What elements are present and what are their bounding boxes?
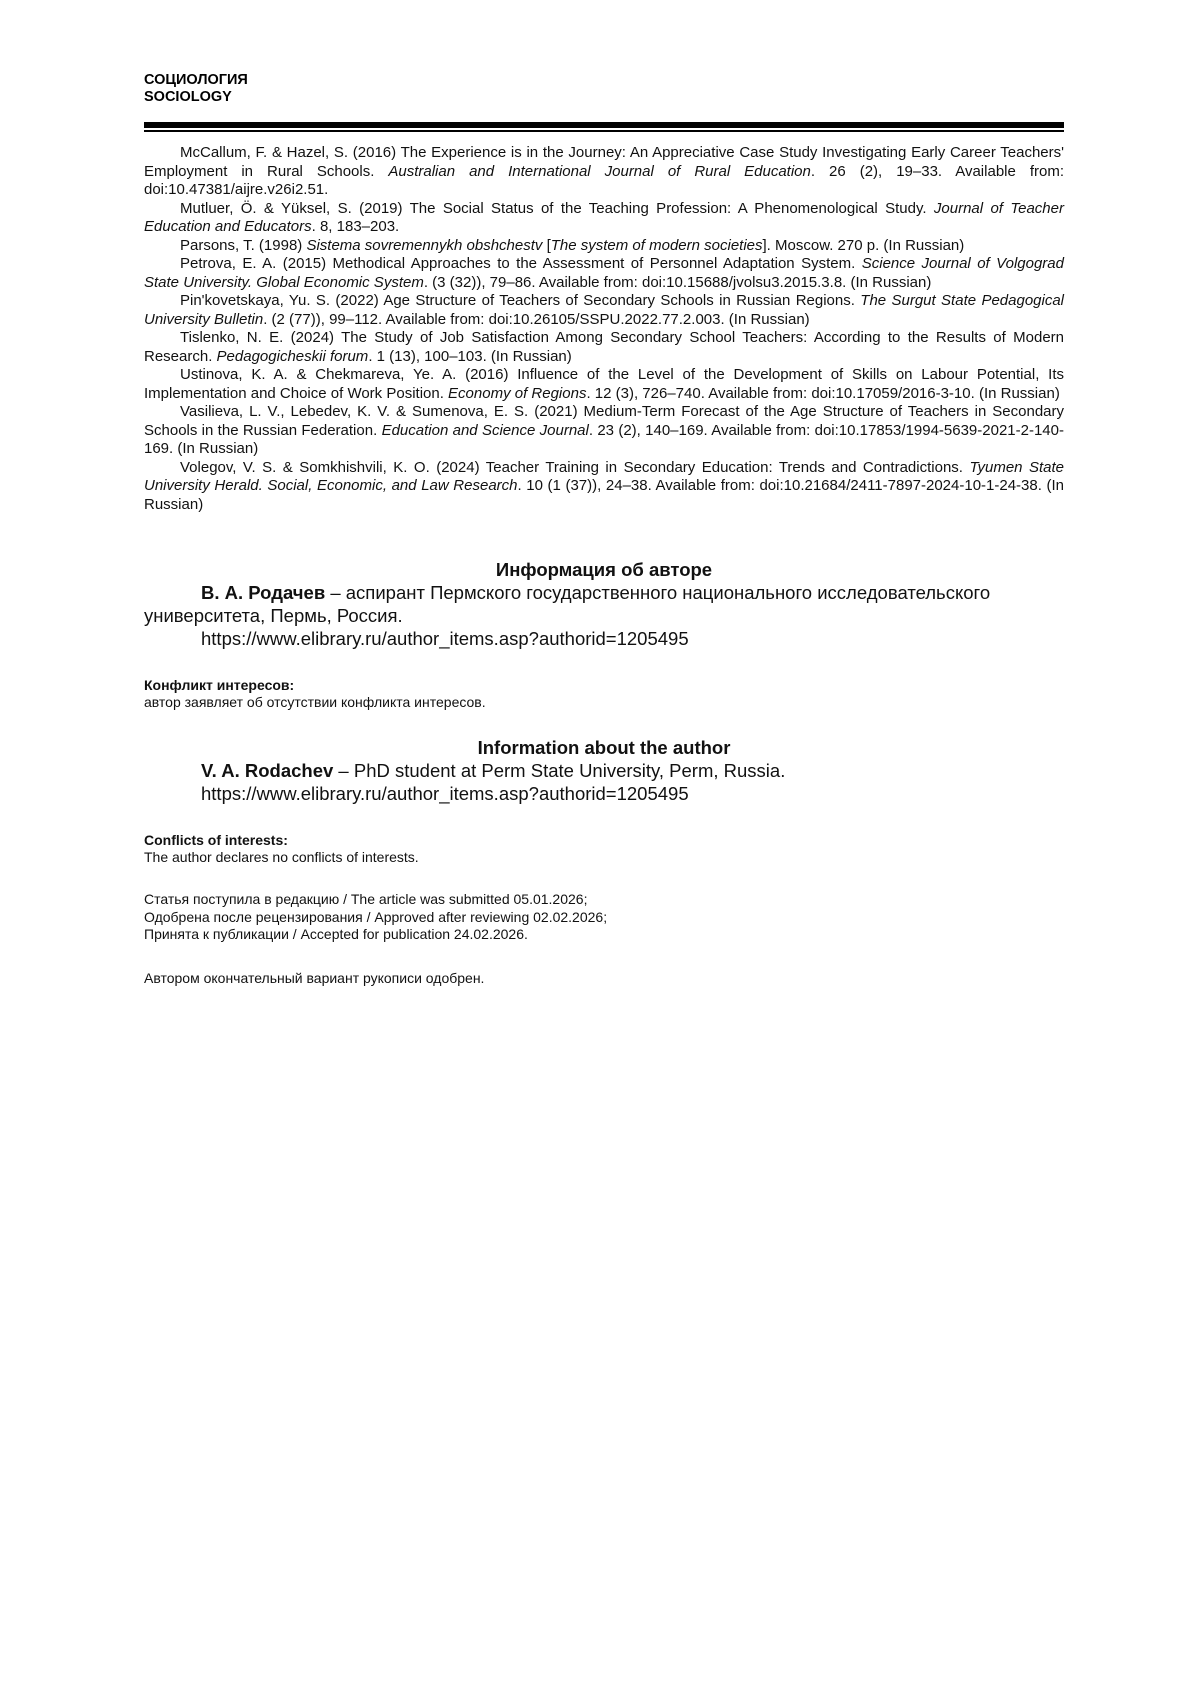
author-name-ru: В. А. Родачев [201,582,326,603]
author-info-en [144,736,1064,805]
reference-item: Pin'kovetskaya, Yu. S. (2022) Age Structure of Teachers of Secondary Schools in Russian Regions. The Surgut State Pedagogical University Bulletin. (2 (77)), 99–112. Available from: doi:10.26105/SSPU.2022.77.2.003. (In Russian) [144,292,1065,328]
references-list [144,144,1064,514]
header-rule [144,122,1064,128]
date-submitted: Статья поступила в редакцию / The article was submitted 05.01.2026; [144,891,588,907]
author-name-en: V. A. Rodachev [201,760,334,781]
reference-item: Parsons, T. (1998) Sistema sovremennykh obshchestv [The system of modern societies]. Moscow. 270 p. (In Russian) [180,236,965,254]
header-rule-thin [144,130,1064,132]
reference-item: Vasilieva, L. V., Lebedev, K. V. & Sumenova, E. S. (2021) Medium-Term Forecast of the Age Structure of Teachers in Secondary Schools in the Russian Federation. Education and Science Journal. 23 (2), 140–169. Available from: doi:10.17853/1994-5639-2021-2-140-169. (In Russian) [144,403,1064,457]
conflict-heading-ru: Конфликт интересов: [144,677,295,693]
conflict-text-en: The author declares no conflicts of interests. [144,849,419,865]
author-url-ru[interactable]: https://www.elibrary.ru/author_items.asp?authorid=1205495 [201,628,689,649]
article-dates [144,891,607,944]
section-title-author-ru: Информация об авторе [495,559,713,580]
reference-item: Petrova, E. A. (2015) Methodical Approaches to the Assessment of Personnel Adaptation System. Science Journal of Volgograd State University. Global Economic System. (3 (32)), 79–86. Available from: doi:10.15688/jvolsu3.2015.3.8. (In Russian) [144,255,1064,291]
conflict-text-ru: автор заявляет об отсутствии конфликта интересов. [144,694,486,710]
author-url-en[interactable]: https://www.elibrary.ru/author_items.asp?authorid=1205495 [201,783,689,804]
reference-item: Mutluer, Ö. & Yüksel, S. (2019) The Social Status of the Teaching Profession: A Phenomenological Study. Journal of Teacher Education and Educators. 8, 183–203. [144,199,1064,235]
reference-item: McCallum, F. & Hazel, S. (2016) The Experience is in the Journey: An Appreciative Case Study Investigating Early Career Teachers' Employment in Rural Schools. Australian and International Journal of Rural Education. 26 (2), 19–33. Available from: doi:10.47381/aijre.v26i2.51. [144,144,1064,198]
author-description-ru: В. А. Родачев – аспирант Пермского государственного национального исследовательского университета, Пермь, Россия. [144,582,991,626]
date-accepted: Принята к публикации / Accepted for publication 24.02.2026. [144,926,528,942]
author-description-en: V. A. Rodachev – PhD student at Perm State University, Perm, Russia. [201,760,786,781]
header-ru: СОЦИОЛОГИЯ [144,72,248,88]
header-en: SOCIOLOGY [144,89,232,105]
date-approved: Одобрена после рецензирования / Approved after reviewing 02.02.2026; [144,908,608,925]
section-title-author-en: Information about the author [477,737,731,758]
reference-item: Ustinova, K. A. & Chekmareva, Ye. A. (2016) Influence of the Level of the Development of Skills on Labour Potential, Its Implementation and Choice of Work Position. Economy of Regions. 12 (3), 726–740. Available from: doi:10.17059/2016-3-10. (In Russian) [144,366,1064,402]
conflict-section-en [144,832,419,866]
conflict-section-ru [144,677,486,711]
running-header [144,72,248,106]
conflict-heading-en: Conflicts of interests: [144,832,288,848]
manuscript-approval-note: Автором окончательный вариант рукописи одобрен. [144,970,485,986]
reference-item: Tislenko, N. E. (2024) The Study of Job Satisfaction Among Secondary School Teachers: According to the Results of Modern Research. Pedagogicheskii forum. 1 (13), 100–103. (In Russian) [144,329,1064,365]
reference-item: Volegov, V. S. & Somkhishvili, K. O. (2024) Teacher Training in Secondary Education: Trends and Contradictions. Tyumen State University Herald. Social, Economic, and Law Research. 10 (1 (37)), 24–38. Available from: doi:10.21684/2411-7897-2024-10-1-24-38. (In Russian) [144,458,1065,513]
author-info-ru [144,558,1064,650]
